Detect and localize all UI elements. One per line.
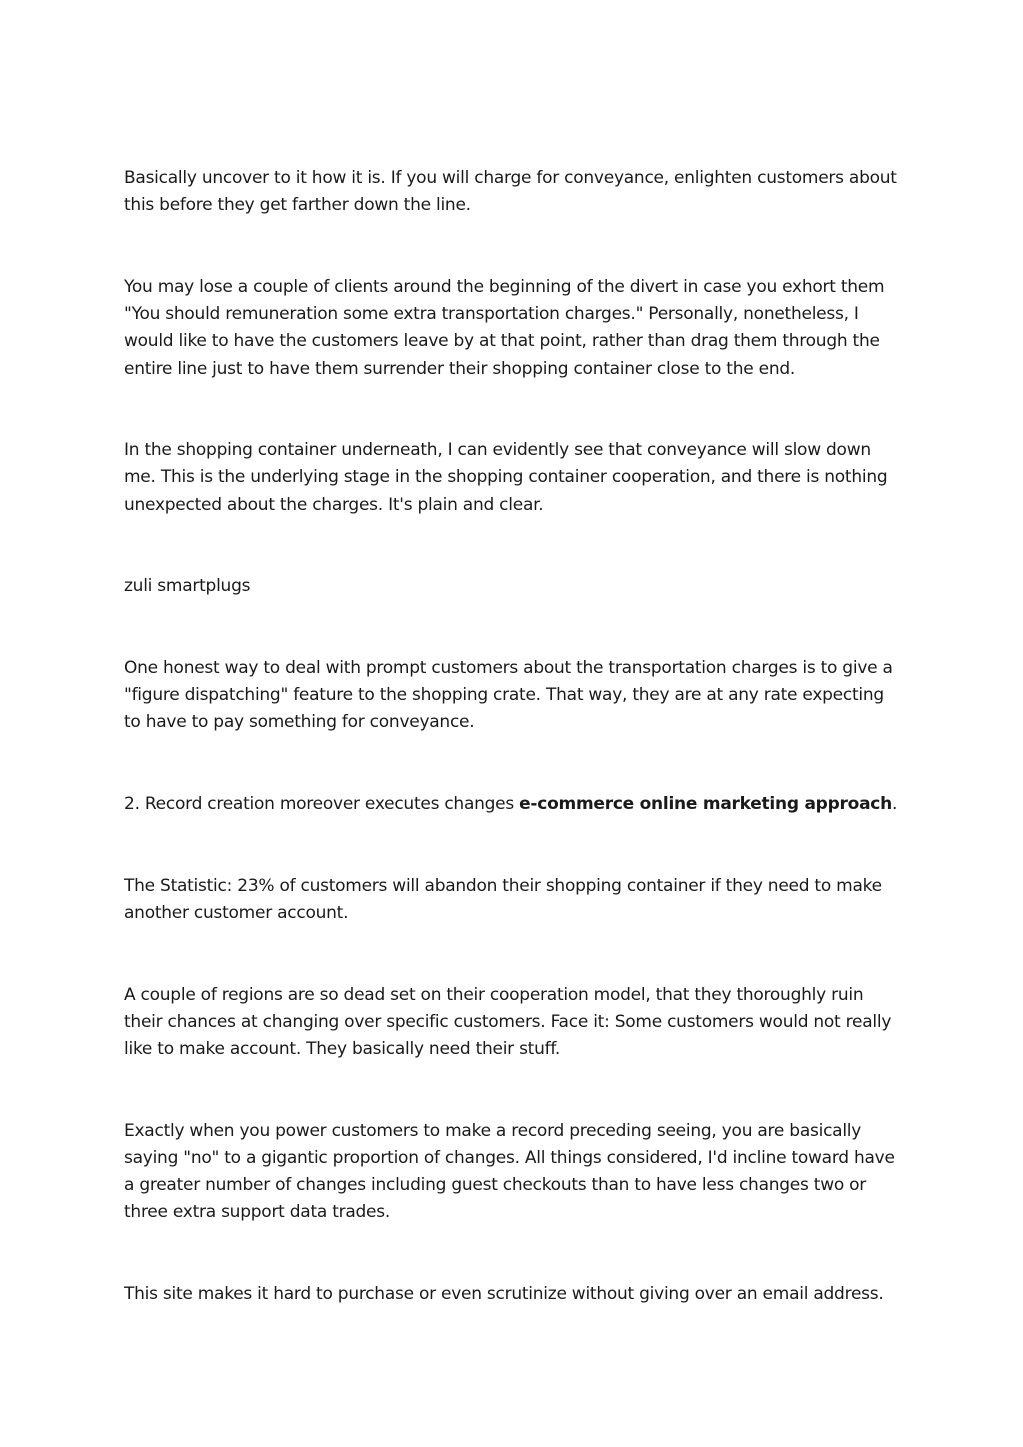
paragraph-6 (124, 791, 904, 818)
paragraph-keyword: zuli smartplugs (124, 576, 251, 597)
paragraph-6-prefix: 2. Record creation moreover executes changes (124, 794, 520, 815)
paragraph-8: A couple of regions are so dead set on their cooperation model, that they thoroughly ruin their chances at changing over specific customers. Face it: Some customers would not really like to make account. They basically need their stuff. (124, 984, 892, 1060)
document-body (124, 165, 904, 1308)
paragraph-3: In the shopping container underneath, I can evidently see that conveyance will slow down me. This is the underlying stage in the shopping container cooperation, and there is nothing unexpected about the charges. It's plain and clear. (124, 440, 888, 515)
paragraph-1: Basically uncover to it how it is. If you will charge for conveyance, enlighten customers about this before they get farther down the line. (124, 168, 897, 216)
paragraph-9: Exactly when you power customers to make a record preceding seeing, you are basically saying "no" to a gigantic proportion of changes. All things considered, I'd incline toward have a greater number of changes including guest checkouts than to have less changes two or three extra support data trades. (124, 1120, 895, 1223)
paragraph-10: This site makes it hard to purchase or even scrutinize without giving over an email address. (124, 1284, 884, 1305)
paragraph-7: The Statistic: 23% of customers will abandon their shopping container if they need to make another customer account. (124, 875, 882, 924)
paragraph-6-suffix: . (891, 794, 898, 815)
bold-link-text: e-commerce online marketing approach (519, 794, 892, 815)
paragraph-5: One honest way to deal with prompt customers about the transportation charges is to give a "figure dispatching" feature to the shopping crate. That way, they are at any rate expecting to have to pay something for conveyance. (124, 658, 893, 733)
paragraph-2: You may lose a couple of clients around the beginning of the divert in case you exhort them "You should remuneration some extra transportation charges." Personally, nonetheless, I would like to have the customers leave by at that point, rather than drag them through the entire line just to have them surrender their shopping container close to the end. (124, 276, 885, 379)
